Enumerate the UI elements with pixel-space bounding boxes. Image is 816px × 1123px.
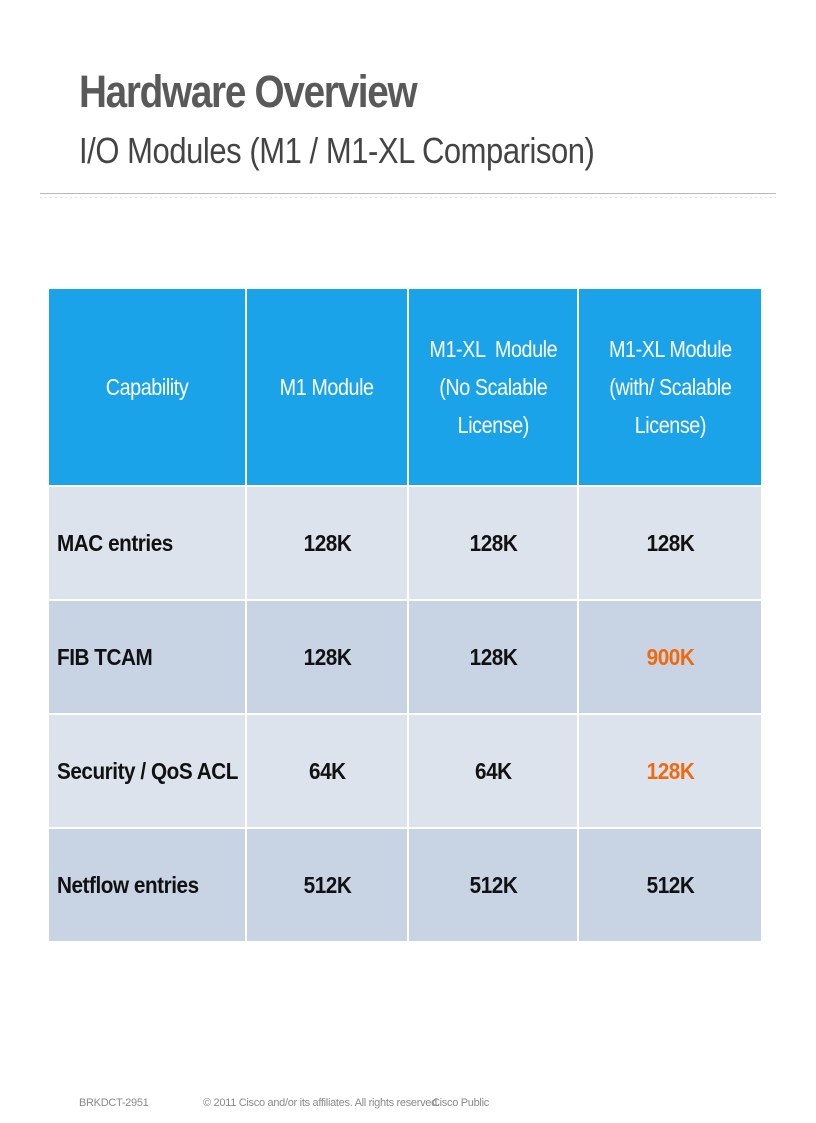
slide-title: Hardware Overview xyxy=(79,66,417,117)
table-cell: 128K xyxy=(578,486,762,600)
table-cell: 64K xyxy=(246,714,408,828)
table-cell: 128K xyxy=(246,600,408,714)
table-row-security-qos-acl xyxy=(48,714,762,828)
table-header-row xyxy=(48,288,762,486)
table-cell-highlight: 128K xyxy=(578,714,762,828)
table-cell: 128K xyxy=(408,600,578,714)
slide-subtitle: I/O Modules (M1 / M1-XL Comparison) xyxy=(79,130,595,171)
row-label: FIB TCAM xyxy=(48,600,246,714)
header-m1-module: M1 Module xyxy=(246,288,408,486)
footer-classification: Cisco Public xyxy=(432,1097,489,1109)
table-row-netflow-entries xyxy=(48,828,762,942)
footer-copyright: © 2011 Cisco and/or its affiliates. All rights reserved. xyxy=(203,1097,440,1109)
table-row-mac-entries xyxy=(48,486,762,600)
table-cell: 512K xyxy=(578,828,762,942)
table-row-fib-tcam xyxy=(48,600,762,714)
title-divider-shadow xyxy=(40,197,776,198)
table-cell: 128K xyxy=(246,486,408,600)
title-divider xyxy=(40,193,776,194)
header-m1xl-scalable-license: M1-XL Module (with/ Scalable License) xyxy=(578,288,762,486)
row-label: Security / QoS ACL xyxy=(48,714,246,828)
header-capability: Capability xyxy=(48,288,246,486)
row-label: Netflow entries xyxy=(48,828,246,942)
footer-session-id: BRKDCT-2951 xyxy=(79,1097,149,1109)
table-cell-highlight: 900K xyxy=(578,600,762,714)
row-label: MAC entries xyxy=(48,486,246,600)
table-cell: 128K xyxy=(408,486,578,600)
table-cell: 64K xyxy=(408,714,578,828)
table-cell: 512K xyxy=(246,828,408,942)
comparison-table xyxy=(47,287,763,943)
table-cell: 512K xyxy=(408,828,578,942)
header-m1xl-no-license: M1-XL Module (No Scalable License) xyxy=(408,288,578,486)
